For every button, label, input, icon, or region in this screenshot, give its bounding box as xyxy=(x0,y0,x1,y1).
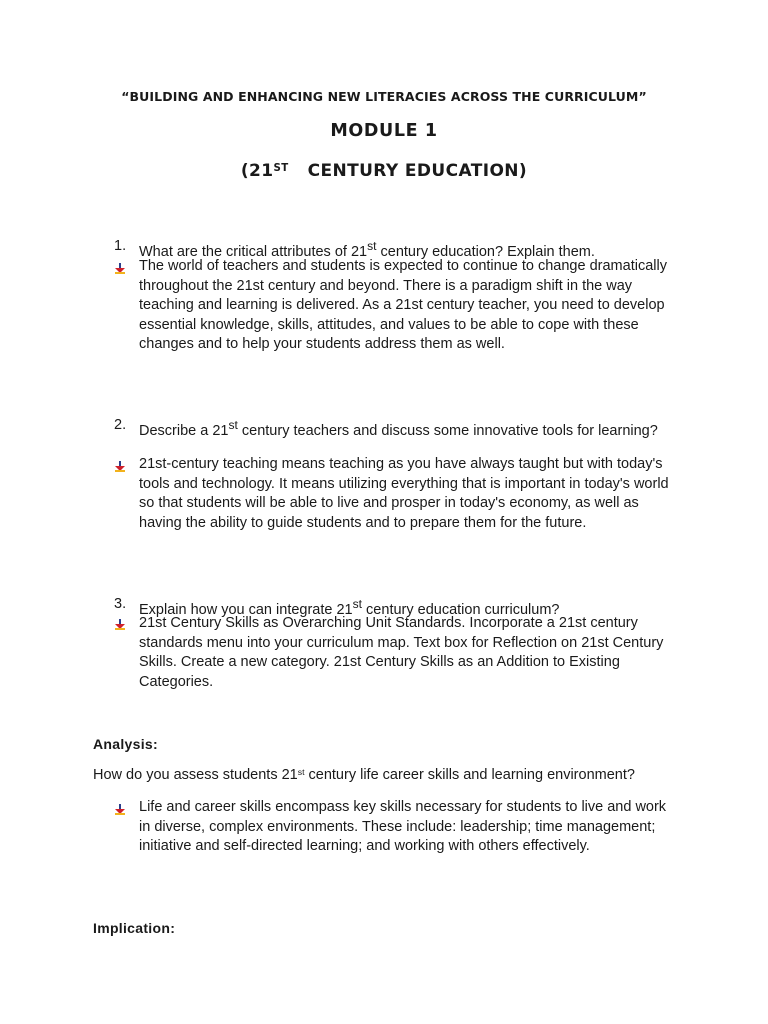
arrow-bullet-icon xyxy=(114,262,126,274)
module-heading: MODULE 1 xyxy=(330,121,438,141)
question-text-post: century education curriculum? xyxy=(362,601,560,618)
analysis-answer-text: Life and career skills encompass key skills necessary for students to live and work in diverse, complex environments. These include: leadership; time management; initiative and self-directed learning; and working with others effectively. xyxy=(139,799,667,854)
analysis-heading: Analysis: xyxy=(93,736,158,752)
question-number: 3. xyxy=(114,596,127,612)
analysis-question xyxy=(93,767,635,783)
subtitle-suffix: CENTURY EDUCATION) xyxy=(307,161,528,181)
subtitle-superscript: ST xyxy=(273,162,289,174)
question-superscript: st xyxy=(228,418,238,432)
question-text-pre: Describe a 21 xyxy=(139,422,229,439)
question-text-pre: What are the critical attributes of 21 xyxy=(139,243,368,260)
answer-text: The world of teachers and students is expected to continue to change dramatically throughout the 21st century and beyond. There is a paradigm shift in the way teaching and learning is delivered. As a 21st century teacher, you need to develop essential knowledge, skills, attitudes, and values to be able to cope with these changes and to help your students address them as well. xyxy=(139,258,667,352)
question-text-pre: Explain how you can integrate 21 xyxy=(139,601,353,618)
question-text xyxy=(139,416,679,441)
question-number: 1. xyxy=(114,238,127,254)
document-title: “BUILDING AND ENHANCING NEW LITERACIES ACROSS THE CURRICULUM” xyxy=(121,89,647,104)
answer-text: 21st Century Skills as Overarching Unit Standards. Incorporate a 21st century standards menu into your curriculum map. Text box for Reflection on 21st Century Skills. Create a new category. 21st Century Skills as an Addition to Existing Categories. xyxy=(139,615,664,690)
answer-text: 21st-century teaching means teaching as you have always taught but with today's tools and technology. It means utilizing everything that is important in today's world so that students will be able to live and prosper in today's economy, as well as having the ability to guide students and to prepare them for the future. xyxy=(139,456,669,531)
arrow-bullet-icon xyxy=(114,460,126,472)
analysis-question-post: century life career skills and learning environment? xyxy=(304,767,635,783)
analysis-question-pre: How do you assess students 21 xyxy=(93,767,298,783)
question-number: 2. xyxy=(114,417,127,433)
arrow-bullet-icon xyxy=(114,618,126,630)
question-text-post: century teachers and discuss some innovative tools for learning? xyxy=(237,422,658,439)
question-text-post: century education? Explain them. xyxy=(376,243,595,260)
subtitle-prefix: (21 xyxy=(240,161,274,181)
arrow-bullet-icon xyxy=(114,803,126,815)
question-superscript: st xyxy=(367,239,377,253)
question-superscript: st xyxy=(352,597,363,611)
implication-heading: Implication: xyxy=(93,920,176,936)
analysis-question-superscript: st xyxy=(297,766,305,777)
module-subtitle xyxy=(0,161,768,181)
